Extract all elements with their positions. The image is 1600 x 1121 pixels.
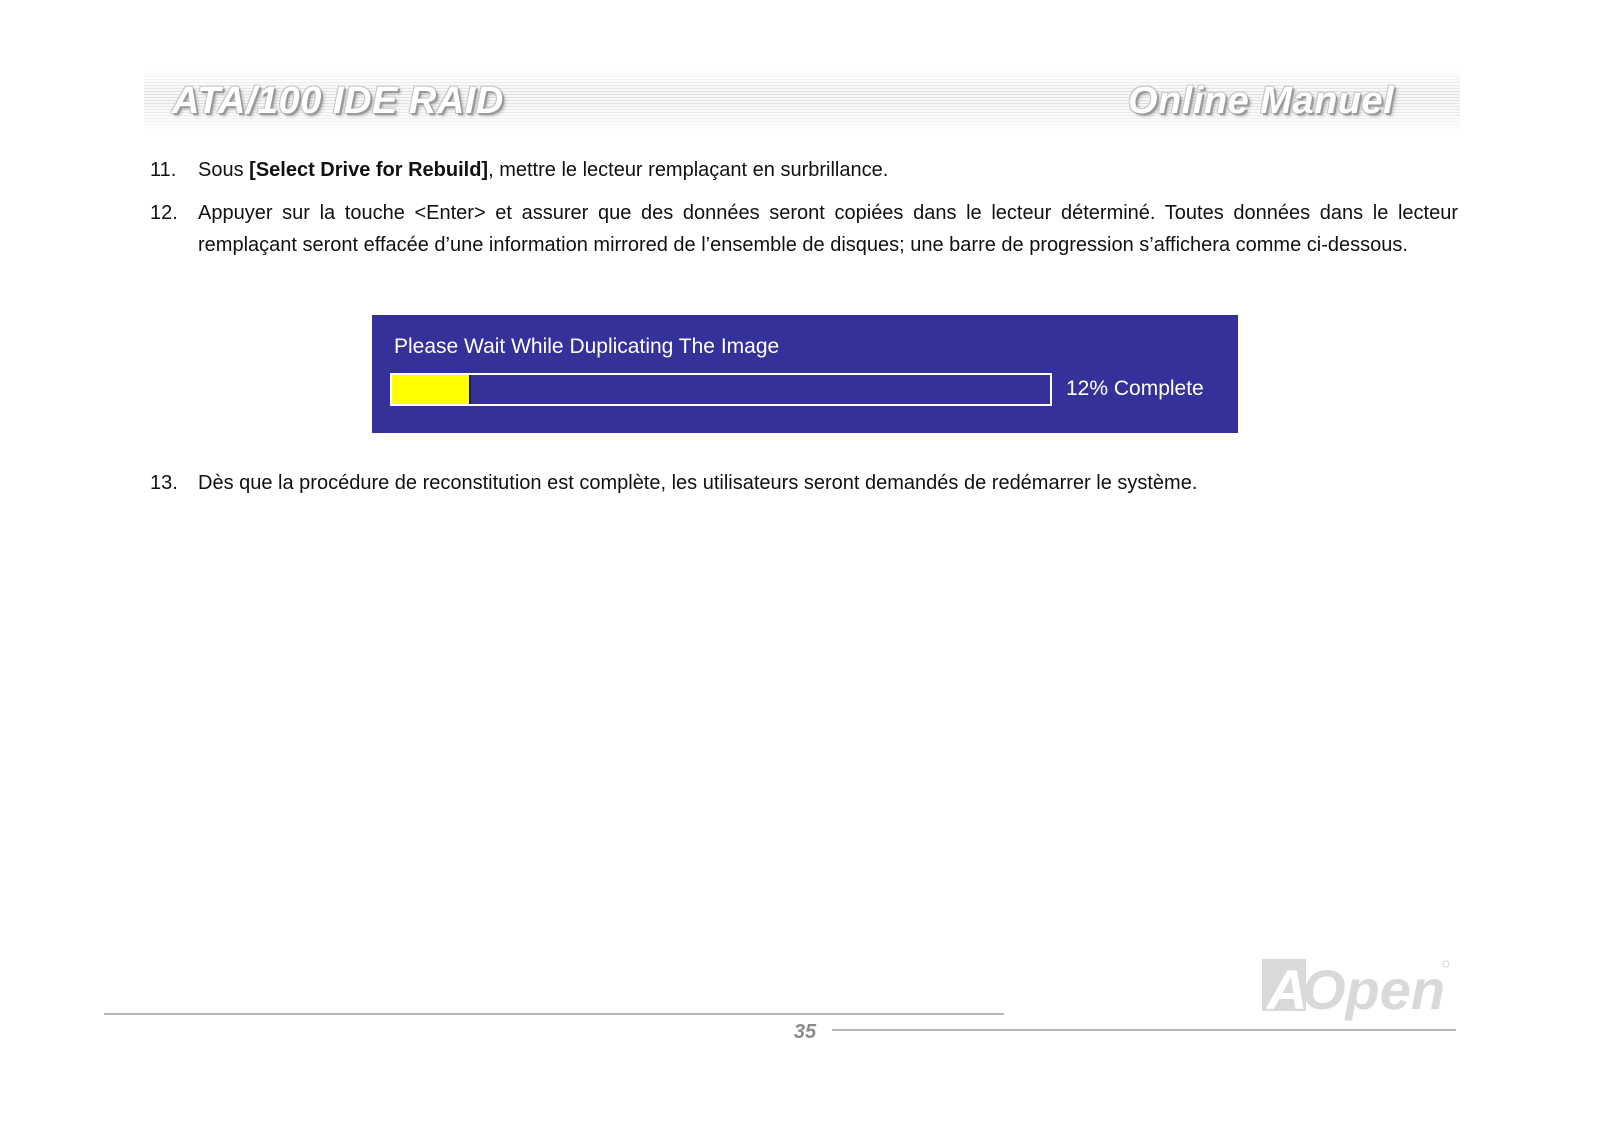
header-title-right: Online Manuel bbox=[1128, 80, 1395, 122]
step-text-suffix: , mettre le lecteur remplaçant en surbrillance. bbox=[488, 159, 889, 181]
step-11 bbox=[150, 154, 1458, 186]
step-text-prefix: Sous bbox=[198, 159, 250, 181]
step-13 bbox=[150, 467, 1458, 499]
step-text: Appuyer sur la touche <Enter> et assurer que des données seront copiées dans le lecteur déterminé. Toutes données dans le lecteur remplaçant seront effacée d’une information mirrored de l’ensemble de disques; une barre de progression s’affichera comme ci-dessous. bbox=[198, 202, 1458, 256]
duplicating-progress-dialog bbox=[372, 315, 1238, 433]
step-12 bbox=[150, 197, 1458, 261]
dialog-title: Please Wait While Duplicating The Image bbox=[394, 335, 780, 358]
header-title-left: ATA/100 IDE RAID bbox=[172, 80, 504, 122]
svg-text:A: A bbox=[1267, 958, 1308, 1021]
list-item bbox=[150, 467, 1458, 499]
progress-bar bbox=[390, 373, 1052, 406]
list-item bbox=[150, 197, 1458, 261]
progress-label: 12% Complete bbox=[1066, 377, 1204, 400]
footer-divider-left bbox=[104, 1013, 1004, 1015]
footer-divider-right bbox=[832, 1029, 1456, 1031]
step-text: Dès que la procédure de reconstitution est complète, les utilisateurs seront demandés de redémarrer le système. bbox=[198, 472, 1198, 494]
page-number: 35 bbox=[793, 1021, 817, 1043]
step-number: 13. bbox=[150, 472, 178, 494]
list-item bbox=[150, 154, 1458, 186]
svg-text:Open: Open bbox=[1302, 958, 1446, 1021]
step-number: 11. bbox=[150, 159, 177, 181]
aopen-logo bbox=[1262, 955, 1452, 1023]
menu-option-name: [Select Drive for Rebuild] bbox=[249, 159, 489, 181]
progress-bar-fill bbox=[392, 375, 471, 404]
step-number: 12. bbox=[150, 202, 178, 224]
